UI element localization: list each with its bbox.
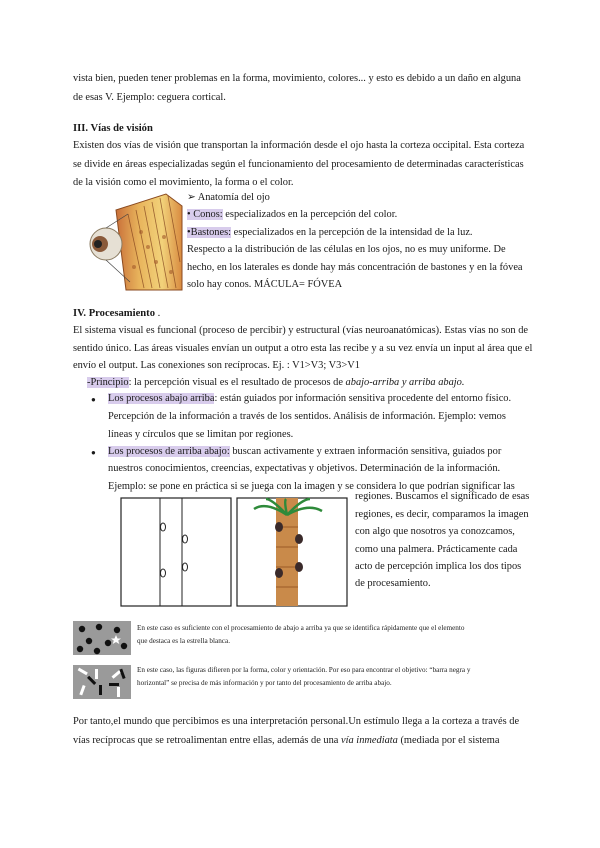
principio-text: : la percepción visual es el resultado de procesos de <box>128 377 346 388</box>
anatomy-item: ➢ Anatomía del ojo <box>187 192 270 203</box>
intro-line-1: vista bien, pueden tener problemas en la forma, movimiento, colores... y esto es debido a un daño en alguna <box>73 73 521 84</box>
caption-2-line-2: horizontal” se precisa de más información y por tanto del procesamiento de arriba abajo. <box>137 679 392 687</box>
regions-line-5: acto de percepción implica los dos tipos <box>355 561 522 572</box>
section-4-p2: sentido único. Las áreas visuales envían un output a otro esta las recibe y a su vez envía un input al área que el <box>73 343 533 354</box>
regions-line-4: como una palmera. Prácticamente cada <box>355 544 518 555</box>
bullet-2-line-2: nuestros conocimientos, creencias, expectativas y objetivos. Determinación de la información. <box>108 463 501 474</box>
section-3-p2: se divide en áreas especializadas según el funcionamiento del procesamiento de determinadas características <box>73 159 524 170</box>
section-4-p1: El sistema visual es funcional (proceso de percibir) y estructural (vías neuroanatómicas). Estas vías no son de <box>73 325 529 336</box>
bastones-text: especializados en la percepción de la intensidad de la luz. <box>231 227 473 238</box>
bullet-2-line-3: Ejemplo: se pone en práctica si se juega con la imagen y se considera lo que podrían significar las <box>108 481 515 492</box>
distribution-line-3: solo hay conos. MÁCULA= FÓVEA <box>187 279 343 290</box>
palm-tree-figure <box>236 497 348 607</box>
closing-line-2: vías recíprocas que se retroalimentan entre ellas, además de una vía inmediata (mediada por el sistema <box>73 735 500 746</box>
bullet-2-text: buscan activamente y extraen información sensitiva, guiados por <box>229 446 502 457</box>
bars-pattern-figure <box>73 665 131 699</box>
section-4-p3: envío el output. Las conexiones son recíprocas. Ej. : V1>V3; V3>V1 <box>73 360 360 371</box>
caption-2-line-1: En este caso, las figuras difieren por la forma, color y orientación. Por eso para encontrar el objetivo: “barra negra y <box>137 666 471 674</box>
distribution-line-2: hecho, en los laterales es donde hay más concentración de bastones y en la fóvea <box>187 262 523 273</box>
section-4-heading: IV. Procesamiento . <box>73 308 161 319</box>
section-3-p1: Existen dos vías de visión que transportan la información desde el ojo hasta la corteza occipital. Esta corteza <box>73 140 525 151</box>
caption-1-line-1: En este caso es suficiente con el procesamiento de abajo a arriba ya que se identifica rápidamente que el elemento <box>137 624 465 632</box>
regions-line-6: de procesamiento. <box>355 578 431 589</box>
conos-label: • Conos: <box>187 209 223 220</box>
principio-label: -Principio <box>87 377 129 388</box>
section-3-p3: de la visión como el movimiento, la forma o el color. <box>73 177 294 188</box>
dots-pattern-figure <box>73 621 131 655</box>
regions-line-3: con algo que nosotros ya conozcamos, <box>355 526 515 537</box>
intro-line-2: de esas V. Ejemplo: ceguera cortical. <box>73 92 226 103</box>
bullet-1-line-1 <box>108 389 511 408</box>
bastones-label: •Bastones: <box>187 227 232 238</box>
section-3-heading: III. Vías de visión <box>73 123 153 134</box>
bullet-1-dot: ● <box>91 395 96 404</box>
bullet-1-line-2: Percepción de la información a través de los sentidos. Análisis de información. Ejemplo: vemos <box>108 411 506 422</box>
conos-line <box>187 205 397 224</box>
bullet-2-label: Los procesos de arriba abajo: <box>108 446 230 457</box>
conos-text: especializados en la percepción del color. <box>222 209 398 220</box>
bullet-1-text: : están guiados por información sensitiva procedente del entorno físico. <box>214 393 512 404</box>
regions-line-1: regiones. Buscamos el significado de esas <box>355 491 530 502</box>
bullet-2-dot: ● <box>91 448 96 457</box>
principio-italic: abajo-arriba y arriba abajo. <box>345 377 465 388</box>
closing-line-1: Por tanto,el mundo que percibimos es una interpretación personal.Un estímulo llega a la corteza a través de <box>73 716 520 727</box>
bullet-1-line-3: líneas y círculos que se limitan por regiones. <box>108 429 294 440</box>
eye-anatomy-figure <box>86 192 184 292</box>
via-inmediata: vía inmediata <box>341 735 398 746</box>
regions-figure <box>120 497 232 607</box>
regions-line-2: regiones, es decir, comparamos la imagen <box>355 509 529 520</box>
caption-1-line-2: que destaca es la estrella blanca. <box>137 637 230 645</box>
distribution-line-1: Respecto a la distribución de las células en los ojos, no es muy uniforme. De <box>187 244 506 255</box>
bullet-1-label: Los procesos abajo arriba <box>108 393 215 404</box>
